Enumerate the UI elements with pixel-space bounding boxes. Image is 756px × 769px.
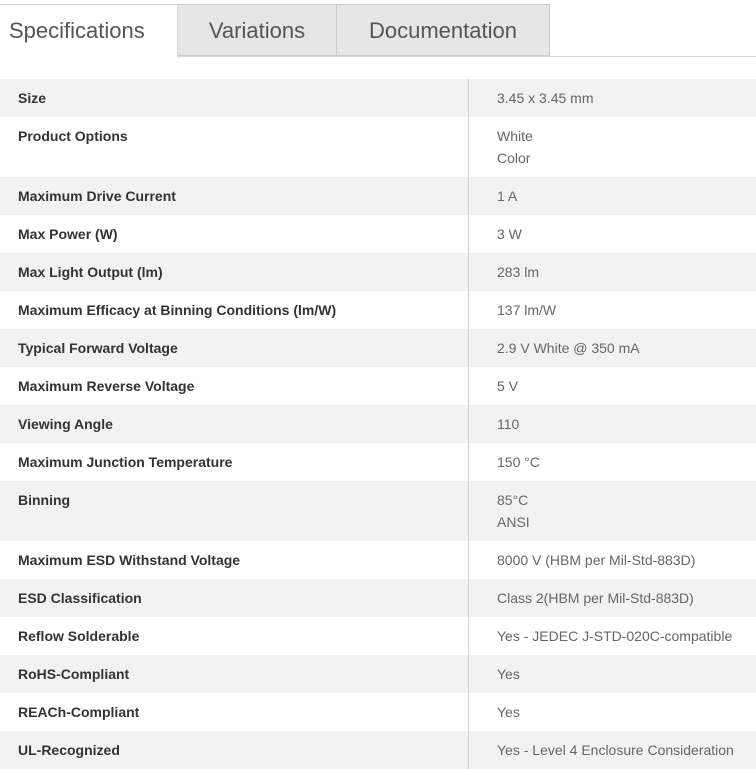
spec-value-line: 283 lm [497, 264, 540, 280]
spec-value [469, 443, 756, 481]
table-row [0, 405, 756, 443]
spec-value [469, 541, 756, 579]
table-row [0, 117, 756, 177]
spec-value [469, 579, 756, 617]
spec-value-line: 3 W [497, 226, 522, 242]
table-row [0, 291, 756, 329]
spec-value [469, 731, 756, 769]
spec-label: Binning [0, 481, 469, 541]
spec-value-line: 110 [497, 416, 520, 432]
spec-label: Maximum Drive Current [0, 177, 469, 215]
tab-bar [0, 0, 756, 58]
spec-value-line: 5 V [497, 378, 519, 394]
table-row [0, 541, 756, 579]
spec-label: UL-Recognized [0, 731, 469, 769]
spec-value [469, 79, 756, 117]
spec-label: ESD Classification [0, 579, 469, 617]
table-row [0, 655, 756, 693]
spec-label: REACh-Compliant [0, 693, 469, 731]
spec-label: Max Light Output (lm) [0, 253, 469, 291]
table-row [0, 693, 756, 731]
tab-specifications[interactable]: Specifications [0, 4, 178, 58]
spec-label: Size [0, 79, 469, 117]
spec-value [469, 655, 756, 693]
spec-value-line: Yes - JEDEC J-STD-020C-compatible [497, 628, 733, 644]
table-row [0, 215, 756, 253]
spec-value-line: Yes [497, 704, 520, 720]
spec-value-line: 2.9 V White @ 350 mA [497, 340, 640, 356]
spec-label: Maximum Junction Temperature [0, 443, 469, 481]
table-row [0, 731, 756, 769]
spec-value [469, 693, 756, 731]
table-row [0, 617, 756, 655]
spec-value [469, 253, 756, 291]
spec-value [469, 405, 756, 443]
spec-value-line: Class 2(HBM per Mil-Std-883D) [497, 590, 694, 606]
spec-value [469, 291, 756, 329]
spec-value-line: Yes [497, 666, 520, 682]
spec-label: Product Options [0, 117, 469, 177]
spec-label: Reflow Solderable [0, 617, 469, 655]
spec-value-line: White [497, 128, 533, 144]
table-row [0, 177, 756, 215]
spec-value-line: 150 °C [497, 454, 540, 470]
spec-label: Maximum ESD Withstand Voltage [0, 541, 469, 579]
table-row [0, 367, 756, 405]
table-row [0, 481, 756, 541]
spec-value-line: Color [497, 150, 531, 166]
spec-value [469, 617, 756, 655]
table-row [0, 443, 756, 481]
tab-variations[interactable]: Variations [177, 4, 337, 56]
table-row [0, 253, 756, 291]
spec-value-line: 1 A [497, 188, 518, 204]
spec-value-line: 137 lm/W [497, 302, 557, 318]
spec-value-line: 85°C [497, 492, 529, 508]
table-row [0, 579, 756, 617]
spec-value [469, 481, 756, 541]
spec-label: Maximum Reverse Voltage [0, 367, 469, 405]
spec-value [469, 117, 756, 177]
spec-value [469, 329, 756, 367]
spec-value-line: 3.45 x 3.45 mm [497, 90, 594, 106]
spec-value [469, 215, 756, 253]
spec-label: Typical Forward Voltage [0, 329, 469, 367]
spec-label: Maximum Efficacy at Binning Conditions (lm/W) [0, 291, 469, 329]
table-row [0, 79, 756, 117]
spec-value-line: 8000 V (HBM per Mil-Std-883D) [497, 552, 696, 568]
specifications-table [0, 79, 756, 769]
spec-value [469, 177, 756, 215]
spec-value [469, 367, 756, 405]
spec-label: Viewing Angle [0, 405, 469, 443]
table-row [0, 329, 756, 367]
spec-value-line: ANSI [497, 514, 530, 530]
spec-label: Max Power (W) [0, 215, 469, 253]
tab-documentation[interactable]: Documentation [336, 4, 550, 56]
spec-label: RoHS-Compliant [0, 655, 469, 693]
spec-value-line: Yes - Level 4 Enclosure Consideration [497, 742, 734, 758]
